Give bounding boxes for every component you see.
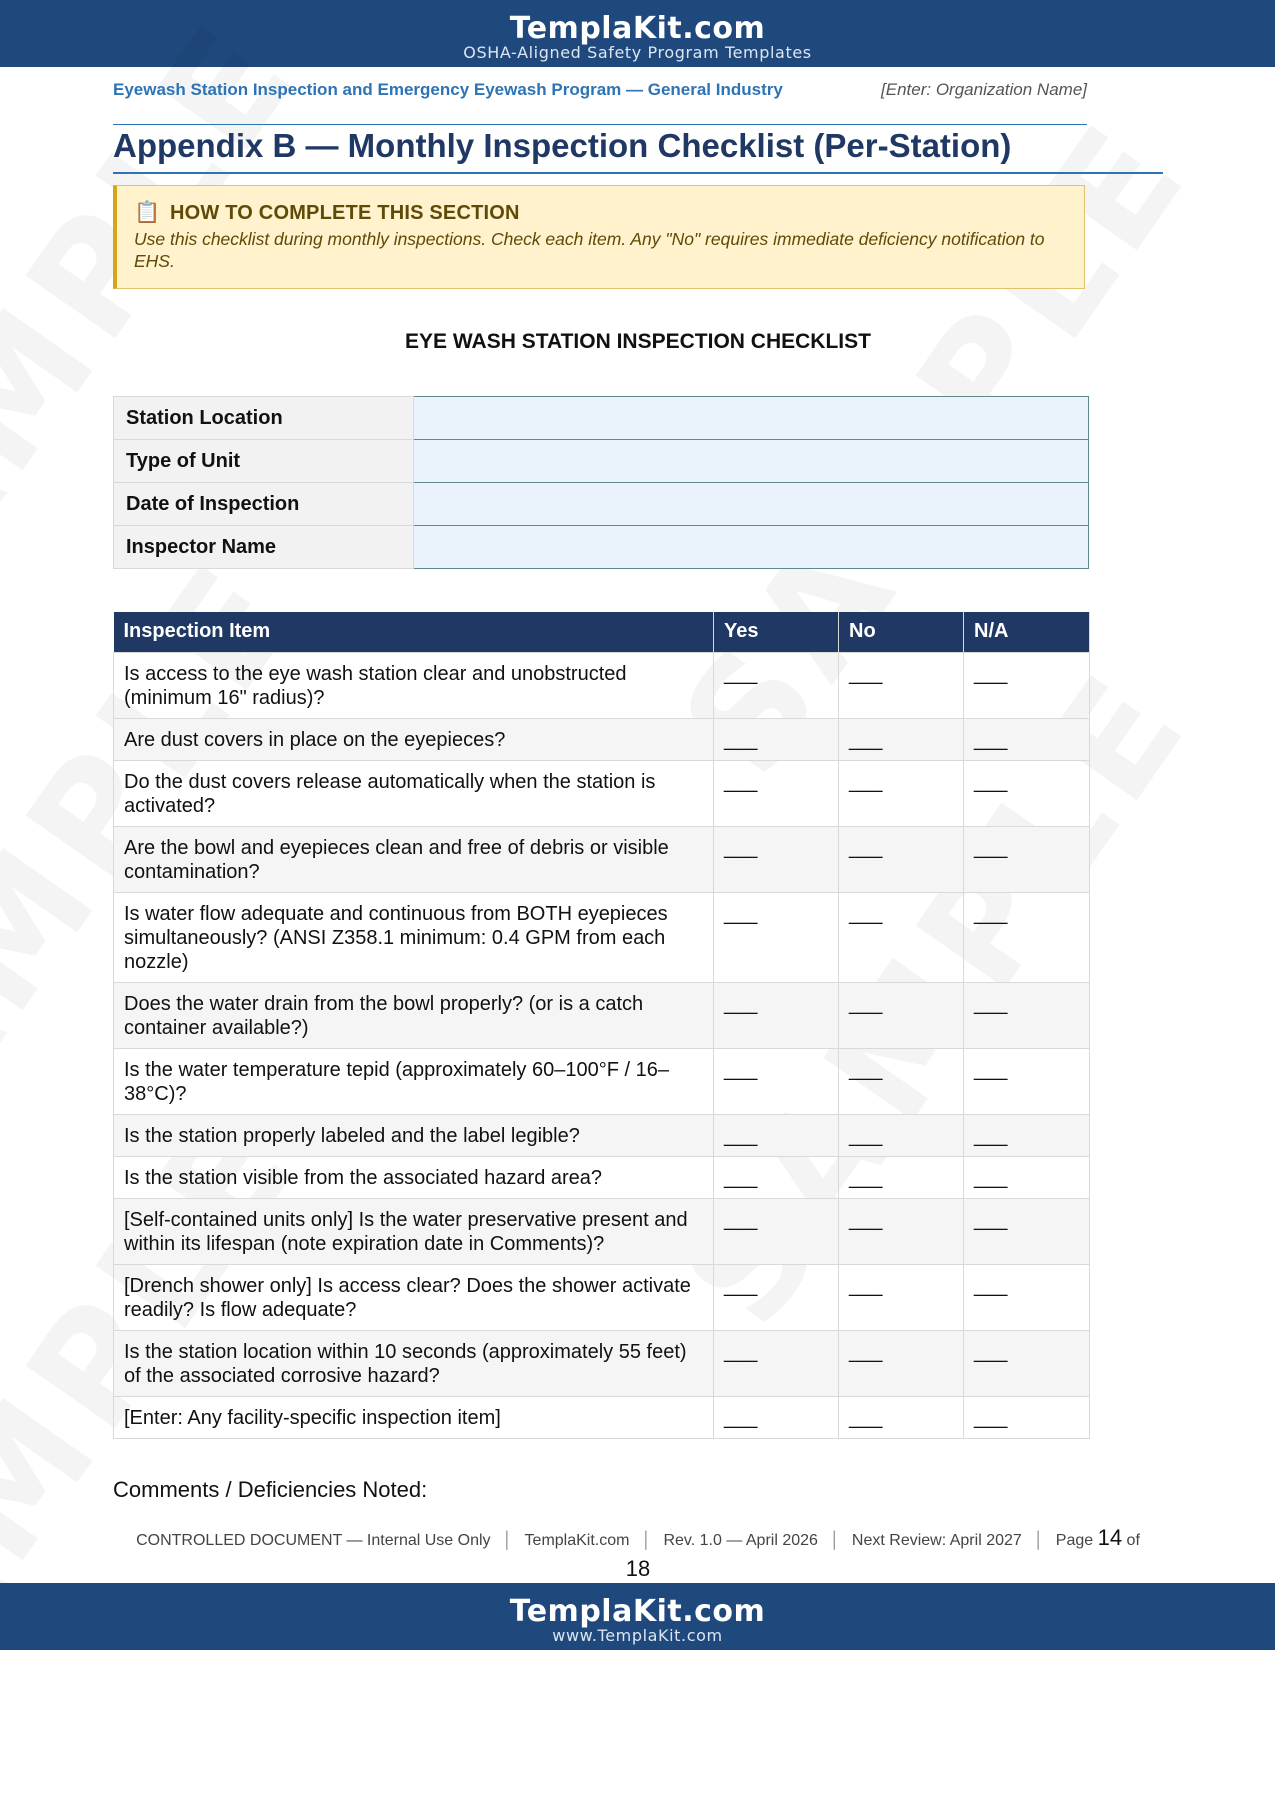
inspection-item: Does the water drain from the bowl properly? (or is a catch container available?) (114, 982, 714, 1048)
checkbox-yes[interactable]: ___ (714, 1198, 839, 1264)
inspection-item: Are the bowl and eyepieces clean and free of debris or visible contamination? (114, 826, 714, 892)
checkbox-no[interactable]: ___ (839, 1114, 964, 1156)
running-header (113, 77, 1087, 125)
checkbox-na[interactable]: ___ (964, 1114, 1090, 1156)
inspection-item: Is water flow adequate and continuous from BOTH eyepieces simultaneously? (ANSI Z358.1 minimum: 0.4 GPM from each nozzle) (114, 892, 714, 982)
checkbox-na[interactable]: ___ (964, 1198, 1090, 1264)
checkbox-no[interactable]: ___ (839, 718, 964, 760)
checkbox-yes[interactable]: ___ (714, 1156, 839, 1198)
checkbox-na[interactable]: ___ (964, 1156, 1090, 1198)
station-location-field[interactable] (414, 397, 1089, 440)
checkbox-na[interactable]: ___ (964, 1264, 1090, 1330)
clipboard-icon: 📋 (134, 201, 161, 224)
table-row (114, 1156, 1090, 1198)
checkbox-no[interactable]: ___ (839, 1330, 964, 1396)
inspection-item: Is the station properly labeled and the label legible? (114, 1114, 714, 1156)
checkbox-na[interactable]: ___ (964, 1048, 1090, 1114)
howto-text: Use this checklist during monthly inspections. Check each item. Any "No" requires immediate deficiency notification to EHS. (134, 229, 1045, 271)
unit-type-field[interactable] (414, 440, 1089, 483)
checkbox-na[interactable]: ___ (964, 652, 1090, 718)
table-row (114, 760, 1090, 826)
footer-site: TemplaKit.com (524, 1532, 630, 1549)
inspection-item: Is the water temperature tepid (approximately 60–100°F / 16–38°C)? (114, 1048, 714, 1114)
checkbox-yes[interactable]: ___ (714, 1264, 839, 1330)
checkbox-na[interactable]: ___ (964, 982, 1090, 1048)
table-row (114, 1396, 1090, 1438)
info-row (114, 397, 1089, 440)
checkbox-na[interactable]: ___ (964, 1396, 1090, 1438)
inspection-table (113, 612, 1090, 1439)
next-review: Next Review: April 2027 (851, 1532, 1022, 1549)
inspection-item: [Drench shower only] Is access clear? Does the shower activate readily? Is flow adequate? (114, 1264, 714, 1330)
howto-callout (113, 185, 1085, 289)
inspection-item: Is access to the eye wash station clear and unobstructed (minimum 16" radius)? (114, 652, 714, 718)
info-row (114, 483, 1089, 526)
page-total: 18 (625, 1556, 651, 1581)
inspection-item: Is the station visible from the associated hazard area? (114, 1156, 714, 1198)
table-row (114, 1264, 1090, 1330)
info-row (114, 526, 1089, 569)
checkbox-na[interactable]: ___ (964, 826, 1090, 892)
info-label: Date of Inspection (114, 483, 414, 526)
checkbox-no[interactable]: ___ (839, 1156, 964, 1198)
checkbox-yes[interactable]: ___ (714, 760, 839, 826)
column-header-item: Inspection Item (114, 612, 714, 652)
checkbox-no[interactable]: ___ (839, 982, 964, 1048)
checkbox-na[interactable]: ___ (964, 760, 1090, 826)
checkbox-na[interactable]: ___ (964, 718, 1090, 760)
table-row (114, 1198, 1090, 1264)
column-header-yes: Yes (714, 612, 839, 652)
top-banner (0, 0, 1275, 67)
table-row (114, 1048, 1090, 1114)
brand-name: TemplaKit.com (509, 1594, 766, 1629)
table-row (114, 892, 1090, 982)
bottom-banner (0, 1583, 1275, 1650)
info-label: Type of Unit (114, 440, 414, 483)
checkbox-no[interactable]: ___ (839, 760, 964, 826)
revision: Rev. 1.0 — April 2026 (663, 1532, 818, 1549)
table-header-row (114, 612, 1090, 652)
comments-label: Comments / Deficiencies Noted: (113, 1477, 428, 1502)
checkbox-yes[interactable]: ___ (714, 1330, 839, 1396)
table-row (114, 826, 1090, 892)
checkbox-yes[interactable]: ___ (714, 1048, 839, 1114)
column-header-no: No (839, 612, 964, 652)
checkbox-no[interactable]: ___ (839, 826, 964, 892)
brand-tagline: OSHA-Aligned Safety Program Templates (463, 43, 812, 62)
document-title: Eyewash Station Inspection and Emergency Eyewash Program — General Industry (113, 80, 783, 99)
inspection-date-field[interactable] (414, 483, 1089, 526)
checkbox-no[interactable]: ___ (839, 652, 964, 718)
info-label: Inspector Name (114, 526, 414, 569)
inspection-item: [Enter: Any facility-specific inspection item] (114, 1396, 714, 1438)
brand-name: TemplaKit.com (509, 11, 766, 46)
checkbox-no[interactable]: ___ (839, 1396, 964, 1438)
checkbox-na[interactable]: ___ (964, 1330, 1090, 1396)
table-row (114, 1330, 1090, 1396)
info-label: Station Location (114, 397, 414, 440)
checkbox-no[interactable]: ___ (839, 1048, 964, 1114)
page-label: Page (1055, 1532, 1094, 1549)
checkbox-yes[interactable]: ___ (714, 718, 839, 760)
inspection-item: Is the station location within 10 seconds (approximately 55 feet) of the associated corrosive hazard? (114, 1330, 714, 1396)
inspection-item: [Self-contained units only] Is the water preservative present and within its lifespan (note expiration date in Comments)? (114, 1198, 714, 1264)
info-row (114, 440, 1089, 483)
column-header-na: N/A (964, 612, 1090, 652)
checkbox-yes[interactable]: ___ (714, 892, 839, 982)
checklist-title: EYE WASH STATION INSPECTION CHECKLIST (405, 330, 871, 353)
checkbox-no[interactable]: ___ (839, 1198, 964, 1264)
page-title: Appendix B — Monthly Inspection Checklist (Per-Station) (113, 124, 1163, 174)
table-row (114, 982, 1090, 1048)
checkbox-no[interactable]: ___ (839, 1264, 964, 1330)
inspection-item: Are dust covers in place on the eyepieces? (114, 718, 714, 760)
checkbox-no[interactable]: ___ (839, 892, 964, 982)
station-info-table (113, 396, 1089, 569)
inspector-name-field[interactable] (414, 526, 1089, 569)
howto-title: HOW TO COMPLETE THIS SECTION (170, 201, 520, 224)
page-number: 14 (1097, 1525, 1123, 1550)
inspection-item: Do the dust covers release automatically when the station is activated? (114, 760, 714, 826)
page-footer: CONTROLLED DOCUMENT — Internal Use Only │ TemplaKit.com │ Rev. 1.0 — April 2026 │ Next Review: April 2027 │ Page 14 of 18 (136, 1525, 1140, 1581)
of-label: of (1126, 1532, 1140, 1549)
checkbox-yes[interactable]: ___ (714, 652, 839, 718)
table-row (114, 652, 1090, 718)
checkbox-yes[interactable]: ___ (714, 1396, 839, 1438)
table-row (114, 1114, 1090, 1156)
checkbox-yes[interactable]: ___ (714, 982, 839, 1048)
controlled-notice: CONTROLLED DOCUMENT — Internal Use Only (136, 1532, 491, 1549)
checkbox-yes[interactable]: ___ (714, 1114, 839, 1156)
checkbox-yes[interactable]: ___ (714, 826, 839, 892)
table-row (114, 718, 1090, 760)
website-url[interactable]: www.TemplaKit.com (552, 1626, 723, 1645)
checkbox-na[interactable]: ___ (964, 892, 1090, 982)
organization-name-placeholder: [Enter: Organization Name] (881, 80, 1087, 99)
